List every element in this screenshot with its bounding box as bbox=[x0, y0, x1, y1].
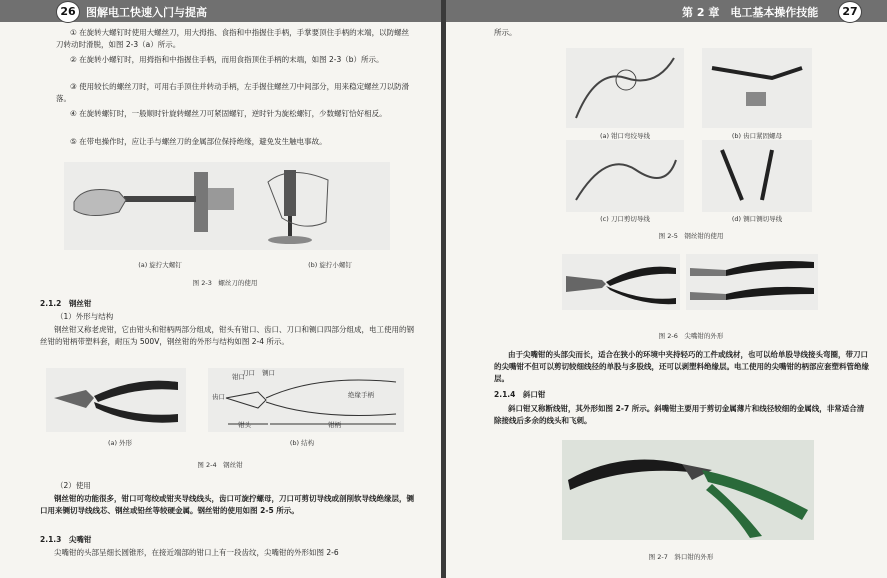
needle-nose-pliers-pair-photo bbox=[686, 254, 818, 310]
fig-2-6-caption: 图 2-6 尖嘴钳的外形 bbox=[658, 332, 724, 340]
fig-2-4-sub-b: (b) 结构 bbox=[289, 439, 315, 447]
chopping-wire-illustration bbox=[702, 140, 812, 212]
continuation-text: 所示。 bbox=[494, 28, 517, 37]
needle-nose-pliers-photo bbox=[562, 254, 680, 310]
paragraph-diagonal-cutters: 斜口钳又称断线钳，其外形如图 2-7 所示。斜嘴钳主要用于剪切金属薄片和线径较细的金属线，非常适合清除接线后多余的线头和飞刺。 bbox=[494, 404, 865, 425]
figure-2-4a-image bbox=[46, 368, 186, 432]
step-3: ③ 使用较长的螺丝刀时，可用右手顶住并转动手柄，左手握住螺丝刀中间部分，用来稳定螺丝刀以防滑落。 bbox=[56, 82, 410, 103]
screwdriver-illustration bbox=[64, 162, 390, 250]
fig-2-5-sub-a: (a) 钳口弯绞导线 bbox=[599, 132, 651, 140]
step-1: ① 在旋转大螺钉时使用大螺丝刀，用大拇指、食指和中指握住手柄，手掌要顶住手柄的末端，以防螺丝刀转动时滑脱，如图 2-3（a）所示。 bbox=[56, 28, 410, 49]
right-page-number: 27 bbox=[838, 1, 862, 23]
step-2: ② 在旋转小螺钉时，用拇指和中指握住手柄，而用食指顶住手柄的末端，如图 2-3（b）所示。 bbox=[70, 55, 384, 64]
figure-2-5a-image bbox=[566, 48, 684, 128]
section-2-1-3-heading: 2.1.3 尖嘴钳 bbox=[40, 535, 92, 544]
paragraph-structure: 钢丝钳又称老虎钳，它由钳头和钳柄两部分组成，钳头有钳口、齿口、刀口和铡口四部分组成，电工使用的钢丝钳的钳柄带塑料套，耐压为 500V，钢丝钳的外形与结构如图 2-4 所示。 bbox=[40, 325, 414, 346]
figure-2-3-image bbox=[64, 162, 390, 250]
fig-2-5-sub-b: (b) 齿口紧固螺母 bbox=[731, 132, 783, 140]
figure-2-4b-image bbox=[208, 368, 404, 432]
diagonal-cutters-photo bbox=[562, 440, 814, 540]
figure-2-7-image bbox=[562, 440, 814, 540]
bending-wire-illustration bbox=[566, 48, 684, 128]
left-header-title: 图解电工快速入门与提高 bbox=[86, 6, 207, 19]
label-blade: 刀口 bbox=[242, 369, 255, 377]
fig-2-3-sub-b: (b) 旋拧小螺钉 bbox=[308, 261, 352, 269]
figure-2-6-right-image bbox=[686, 254, 818, 310]
cutting-wire-illustration bbox=[566, 140, 684, 212]
subheading-use: （2）使用 bbox=[56, 481, 91, 490]
fig-2-5-sub-c: (c) 刀口剪切导线 bbox=[600, 215, 650, 223]
fig-2-4-sub-a: (a) 外形 bbox=[107, 439, 133, 447]
figure-2-5c-image bbox=[566, 140, 684, 212]
figure-2-5b-image bbox=[702, 48, 812, 128]
right-page-header bbox=[446, 0, 887, 22]
figure-2-5d-image bbox=[702, 140, 812, 212]
left-page-header bbox=[0, 0, 441, 22]
fig-2-5-caption: 图 2-5 钢丝钳的使用 bbox=[658, 232, 724, 240]
step-5: ⑤ 在带电操作时，应让手与螺丝刀的金属部位保持绝缘，避免发生触电事故。 bbox=[70, 137, 327, 146]
label-insulated-handle: 绝缘手柄 bbox=[348, 391, 374, 399]
right-header-title: 第 2 章 电工基本操作技能 bbox=[682, 6, 819, 19]
pliers-photo bbox=[46, 368, 186, 432]
left-page-number: 26 bbox=[56, 1, 80, 23]
fig-2-3-sub-a: (a) 旋拧大螺钉 bbox=[138, 261, 182, 269]
tightening-nut-illustration bbox=[702, 48, 812, 128]
section-2-1-4-heading: 2.1.4 斜口钳 bbox=[494, 390, 546, 399]
label-head: 钳头 bbox=[238, 421, 251, 429]
figure-2-6-left-image bbox=[562, 254, 680, 310]
label-tooth: 齿口 bbox=[212, 393, 225, 401]
paragraph-use: 钢丝钳的功能很多，钳口可弯绞或钳夹导线线头，齿口可旋拧螺母，刀口可剪切导线或剖削软导线绝缘层，铡口用来铡切导线线芯、钢丝或铅丝等较硬金属。钢丝钳的使用如图 2-5 所示。 bbox=[40, 494, 414, 515]
label-jaw-mouth: 钳口 bbox=[232, 373, 245, 381]
step-4: ④ 在旋转螺钉时，一般顺时针旋转螺丝刀可紧固螺钉，逆时针为旋松螺钉，少数螺钉恰好相反。 bbox=[70, 109, 387, 118]
left-page bbox=[0, 0, 441, 578]
paragraph-needle-nose: 尖嘴钳的头部呈细长圆锥形，在接近端部的钳口上有一段齿纹，尖嘴钳的外形如图 2-6 bbox=[54, 548, 339, 557]
right-page bbox=[446, 0, 887, 578]
subheading-structure: （1）外形与结构 bbox=[56, 312, 114, 321]
fig-2-5-sub-d: (d) 铡口铡切导线 bbox=[731, 215, 783, 223]
fig-2-7-caption: 图 2-7 斜口钳的外形 bbox=[648, 553, 714, 561]
fig-2-4-caption: 图 2-4 钢丝钳 bbox=[197, 461, 243, 469]
label-cutter: 铡口 bbox=[262, 369, 275, 377]
paragraph-needle-nose-use: 由于尖嘴钳的头部尖而长，适合在狭小的环境中夹持轻巧的工件或线材，也可以给单股导线接头弯圈，带刀口的尖嘴钳不但可以剪切较细线径的单股与多股线，还可以剥塑料绝缘层。电工使用的尖嘴钳的柄部应套塑料管绝缘层。 bbox=[494, 350, 869, 383]
fig-2-3-caption: 图 2-3 螺丝刀的使用 bbox=[192, 279, 258, 287]
section-2-1-2-heading: 2.1.2 钢丝钳 bbox=[40, 299, 92, 308]
label-handle: 钳柄 bbox=[328, 421, 341, 429]
